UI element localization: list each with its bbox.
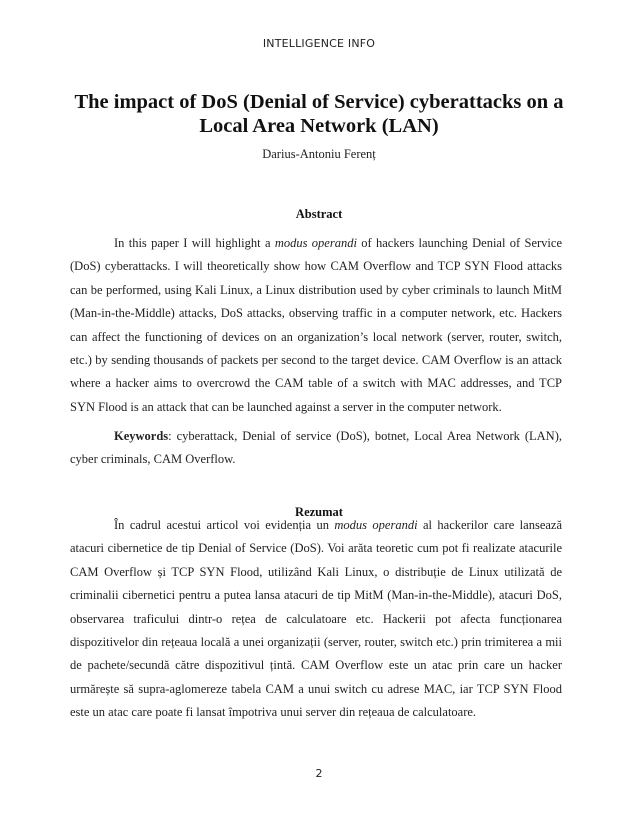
rezumat-italic-term: modus operandi (334, 518, 418, 532)
rezumat-text-start: În cadrul acestui articol voi evidenția un (114, 518, 335, 532)
abstract-text-start: In this paper I will highlight a (114, 236, 275, 250)
paper-title: The impact of DoS (Denial of Service) cyberattacks on a Local Area Network (LAN) (74, 91, 564, 137)
abstract-paragraph (70, 232, 562, 419)
rezumat-heading: Rezumat (295, 505, 343, 519)
keywords-label: Keywords (114, 429, 169, 443)
running-head: INTELLIGENCE INFO (262, 37, 376, 50)
author-name: Darius-Antoniu Ferenț (262, 147, 376, 161)
keywords-paragraph (70, 425, 562, 472)
keywords-text: : cyberattack, Denial of service (DoS), botnet, Local Area Network (LAN), cyber criminals, CAM Overflow. (70, 429, 562, 467)
page-number: 2 (315, 767, 323, 780)
abstract-italic-term: modus operandi (274, 236, 357, 250)
abstract-heading: Abstract (295, 207, 343, 221)
rezumat-text-rest: al hackerilor care lansează atacuri cibernetice de tip Denial of Service (DoS). Voi arăta teoretic cum pot fi realizate atacurile CAM Overflow și TCP SYN Flood, utilizând Kali Linux, o distribuție de Linux utilizată de criminalii cibernetici pentru a putea lansa atacuri de tip MitM (Man-in-the-Middle), atacuri DoS, observarea traficului dintr-o rețea de calculatoare etc. Hackerii pot afecta funcționarea dispozitivelor din rețeaua locală a unei organizații (server, router, switch etc.) prin trimiterea a mii de pachete/secundă către dispozitivul țintă. CAM Overflow este un atac prin care un hacker urmărește să supra-aglomereze tabela CAM a unui switch cu adrese MAC, iar TCP SYN Flood este un atac care poate fi lansat împotriva unui server din rețeaua de calculatoare. (70, 518, 563, 720)
rezumat-paragraph (70, 514, 562, 725)
abstract-text-rest: of hackers launching Denial of Service (DoS) cyberattacks. I will theoretically show how CAM Overflow and TCP SYN Flood attacks can be performed, using Kali Linux, a Linux distribution used by cyber criminals to launch MitM (Man-in-the-Middle) attacks, DoS attacks, observing traffic in a computer network, etc. Hackers can affect the functioning of devices on an organization’s local network (server, router, switch, etc.) by sending thousands of packets per second to the target device. CAM Overflow is an attack where a hacker aims to overcrowd the CAM table of a switch with MAC addresses, and TCP SYN Flood is an attack that can be launched against a server in the computer network. (70, 236, 562, 414)
